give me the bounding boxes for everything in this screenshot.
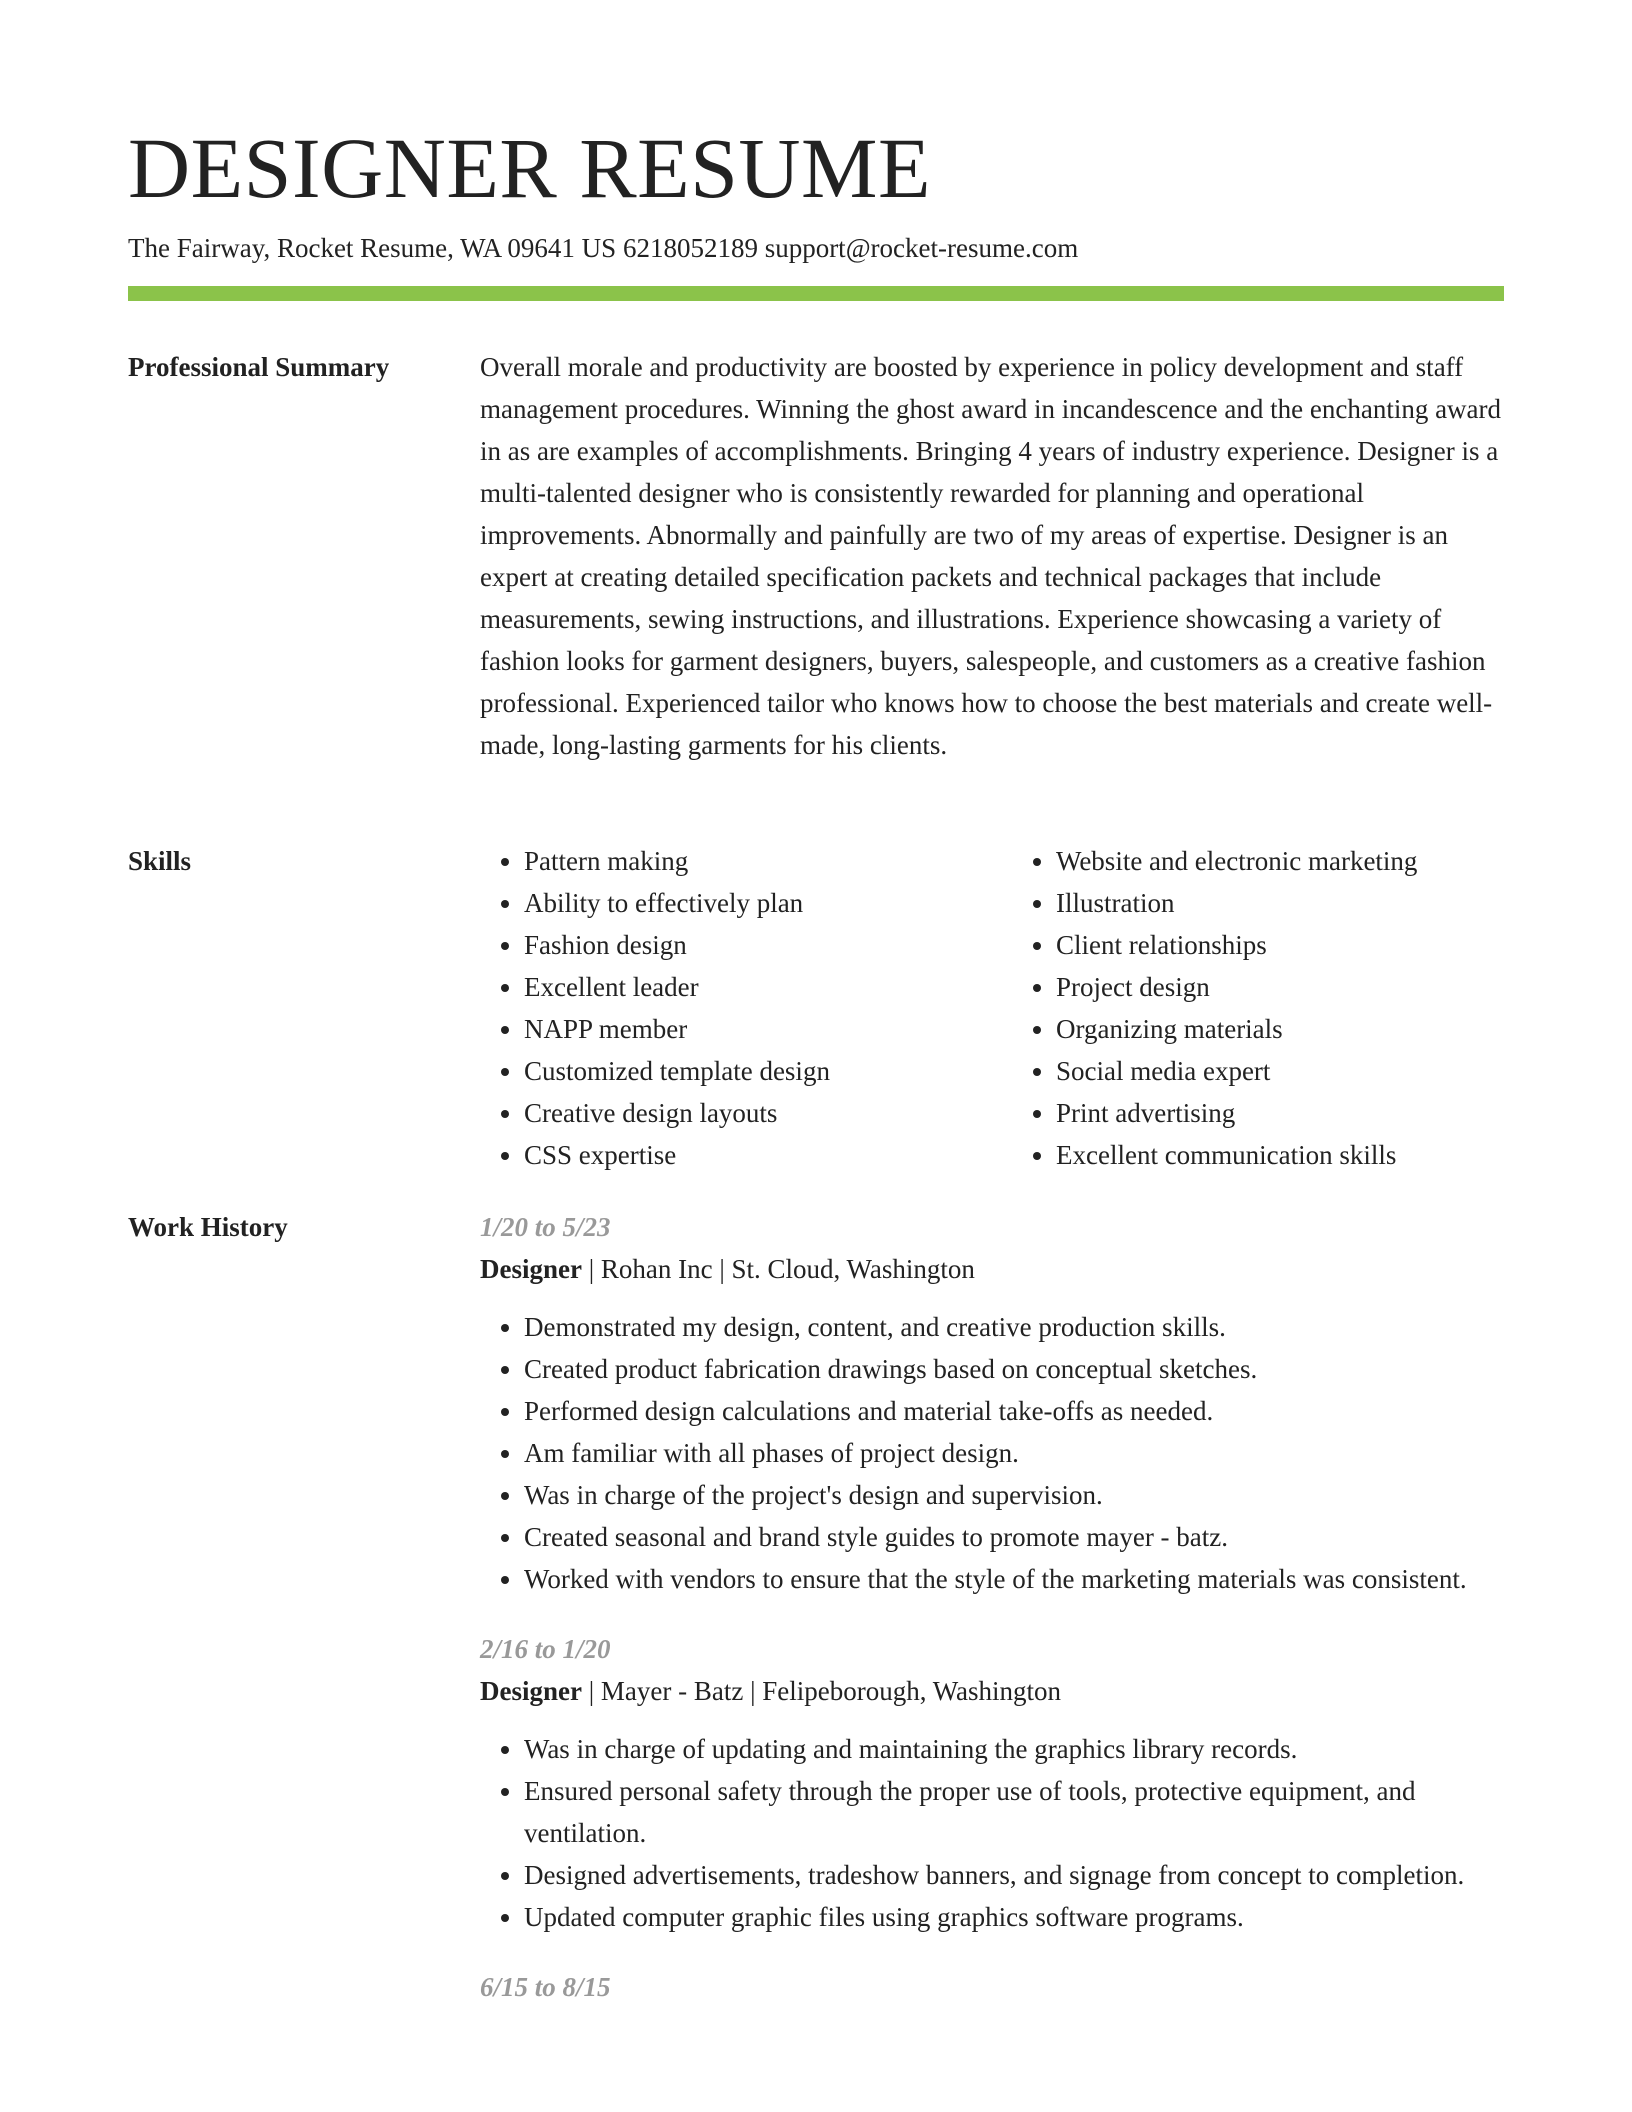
job-bullet: • Performed design calculations and material take-offs as needed. [524, 1390, 1504, 1432]
job-entry [480, 1966, 1504, 2008]
job-dates: 6/15 to 8/15 [480, 1972, 611, 2002]
skill-item: • Pattern making [524, 840, 972, 882]
job-title-line [480, 1248, 1504, 1290]
skills-column-right [1012, 840, 1504, 1176]
job-entry [480, 1628, 1504, 1938]
job-title-line [480, 1670, 1504, 1712]
job-details: | Mayer - Batz | Felipeborough, Washington [581, 1676, 1062, 1706]
job-dates: 1/20 to 5/23 [480, 1212, 611, 1242]
job-bullet: • Designed advertisements, tradeshow banners, and signage from concept to completion. [524, 1854, 1504, 1896]
job-bullet: • Created seasonal and brand style guides to promote mayer - batz. [524, 1516, 1504, 1558]
skill-item: • CSS expertise [524, 1134, 972, 1176]
skill-item: • Website and electronic marketing [1056, 840, 1504, 882]
skills-body [480, 840, 1504, 1176]
summary-label: Professional Summary [128, 352, 390, 382]
resume-title: DESIGNER RESUME [128, 120, 932, 216]
job-details: | Rohan Inc | St. Cloud, Washington [581, 1254, 975, 1284]
job-bullets [480, 1728, 1504, 1938]
skill-item: • Organizing materials [1056, 1008, 1504, 1050]
header-accent-rule [128, 286, 1504, 301]
skills-grid [480, 840, 1504, 1176]
job-bullet: • Was in charge of updating and maintaining the graphics library records. [524, 1728, 1504, 1770]
job-bullet: • Updated computer graphic files using graphics software programs. [524, 1896, 1504, 1938]
job-bullet: • Am familiar with all phases of project design. [524, 1432, 1504, 1474]
job-bullet: • Ensured personal safety through the proper use of tools, protective equipment, and ventilation. [524, 1770, 1504, 1854]
job-title: Designer [480, 1254, 582, 1284]
job-entry [480, 1206, 1504, 1600]
skill-item: • Fashion design [524, 924, 972, 966]
job-bullet: • Worked with vendors to ensure that the style of the marketing materials was consistent. [524, 1558, 1504, 1600]
skill-item: • Customized template design [524, 1050, 972, 1092]
skill-item: • Creative design layouts [524, 1092, 972, 1134]
job-bullets [480, 1306, 1504, 1600]
summary-text: Overall morale and productivity are boosted by experience in policy development and staff management procedures. Winning the ghost award in incandescence and the enchanting award in as are examples of accomplishments. Bringing 4 years of industry experience. Designer is a multi-talented designer who is consistently rewarded for planning and operational improvements. Abnormally and painfully are two of my areas of expertise. Designer is an expert at creating detailed specification packets and technical packages that include measurements, sewing instructions, and illustrations. Experience showcasing a variety of fashion looks for garment designers, buyers, salespeople, and customers as a creative fashion professional. Experienced tailor who knows how to choose the best materials and create well-made, long-lasting garments for his clients. [480, 352, 1502, 760]
work-history-body [480, 1206, 1504, 2036]
skill-item: • Excellent leader [524, 966, 972, 1008]
contact-info: The Fairway, Rocket Resume, WA 09641 US 6218052189 support@rocket-resume.com [128, 233, 1079, 263]
job-bullet: • Created product fabrication drawings based on conceptual sketches. [524, 1348, 1504, 1390]
skill-item: • Excellent communication skills [1056, 1134, 1504, 1176]
skills-column-left [480, 840, 972, 1176]
summary-body [480, 346, 1504, 766]
skill-item: • NAPP member [524, 1008, 972, 1050]
skill-item: • Social media expert [1056, 1050, 1504, 1092]
job-dates: 2/16 to 1/20 [480, 1634, 611, 1664]
skill-item: • Ability to effectively plan [524, 882, 972, 924]
work-history-label: Work History [128, 1212, 288, 1242]
skill-item: • Client relationships [1056, 924, 1504, 966]
skills-label: Skills [128, 846, 192, 876]
skill-item: • Illustration [1056, 882, 1504, 924]
job-bullet: • Demonstrated my design, content, and creative production skills. [524, 1306, 1504, 1348]
skill-item: • Project design [1056, 966, 1504, 1008]
skill-item: • Print advertising [1056, 1092, 1504, 1134]
job-title: Designer [480, 1676, 582, 1706]
job-bullet: • Was in charge of the project's design and supervision. [524, 1474, 1504, 1516]
